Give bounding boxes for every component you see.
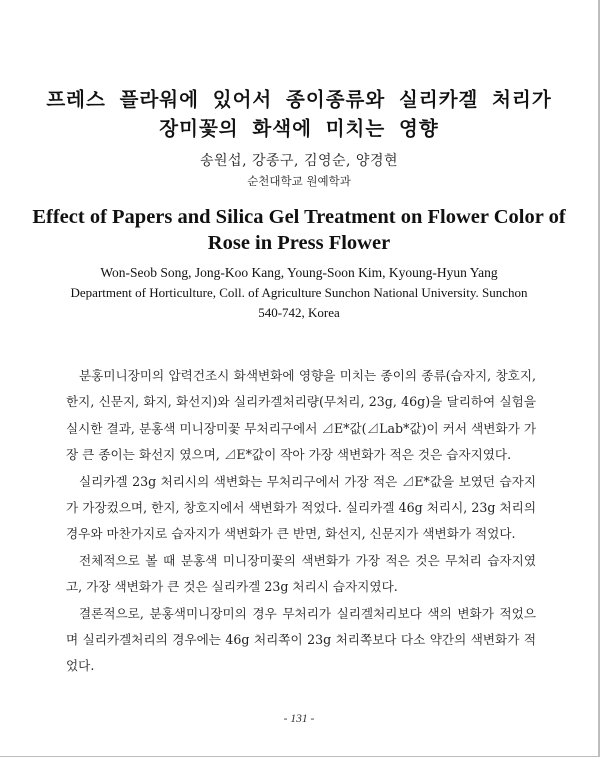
korean-authors: 송원섭, 강종구, 김영순, 양경현 [200,153,398,169]
korean-title-line-2: 장미꽃의 화색에 미치는 영향 [159,117,439,140]
abstract-paragraph-3: 전체적으로 볼 때 분홍색 미니장미꽃의 색변화가 가장 적은 것은 무처리 습자지였고, 가장 색변화가 큰 것은 실리카겔 23g 처리시 습자지였다. [66,552,536,595]
english-affiliation: Department of Horticulture, Coll. of Agriculture Sunchon National University. Sunchon 540-742, Korea [70,285,528,320]
abstract-paragraph-1: 분홍미니장미의 압력건조시 화색변화에 영향을 미치는 종이의 종류(습자지, 창호지, 한지, 신문지, 화지, 화선지)와 실리카겔처리량(무처리, 23g, 46g)을 달리하여 실험을 실시한 결과, 분홍색 미니장미꽃 무처리구에서 ⊿E*값(⊿Lab*값)이 커서 색변화가 가장 큰 종이는 화선지 였으며, ⊿E*값이 작아 가장 색변화가 적은 것은 습자지였다. [66,368,536,463]
english-authors: Won-Seob Song, Jong-Koo Kang, Young-Soon Kim, Kyoung-Hyun Yang [100,265,498,280]
english-title-line-2: Rose in Press Flower [207,232,391,254]
abstract-body [66,363,536,680]
korean-affiliation: 순천대학교 원예학과 [247,174,351,188]
english-title-line-1: Effect of Papers and Silica Gel Treatment on Flower Color of [32,206,566,228]
page-number: - 131 - [283,713,315,725]
abstract-paragraph-4: 결론적으로, 분홍색미니장미의 경우 무처리가 실리겔처리보다 색의 변화가 적었으며 실리카겔처리의 경우에는 46g 처리쪽이 23g 처리쪽보다 다소 약간의 색변화가 적었다. [66,605,536,674]
korean-title-line-1: 프레스 플라워에 있어서 종이종류와 실리카겔 처리가 [46,88,552,111]
abstract-paragraph-2: 실리카겔 23g 처리시의 색변화는 무처리구에서 가장 적은 ⊿E*값을 보였던 습자지가 가장컸으며, 한지, 창호지에서 색변화가 적었다. 실리카겔 46g 처리시, 23g 처리의 경우와 마찬가지로 습자지가 색변화가 큰 반면, 화선지, 신문지가 색변화가 적었다. [66,473,536,542]
